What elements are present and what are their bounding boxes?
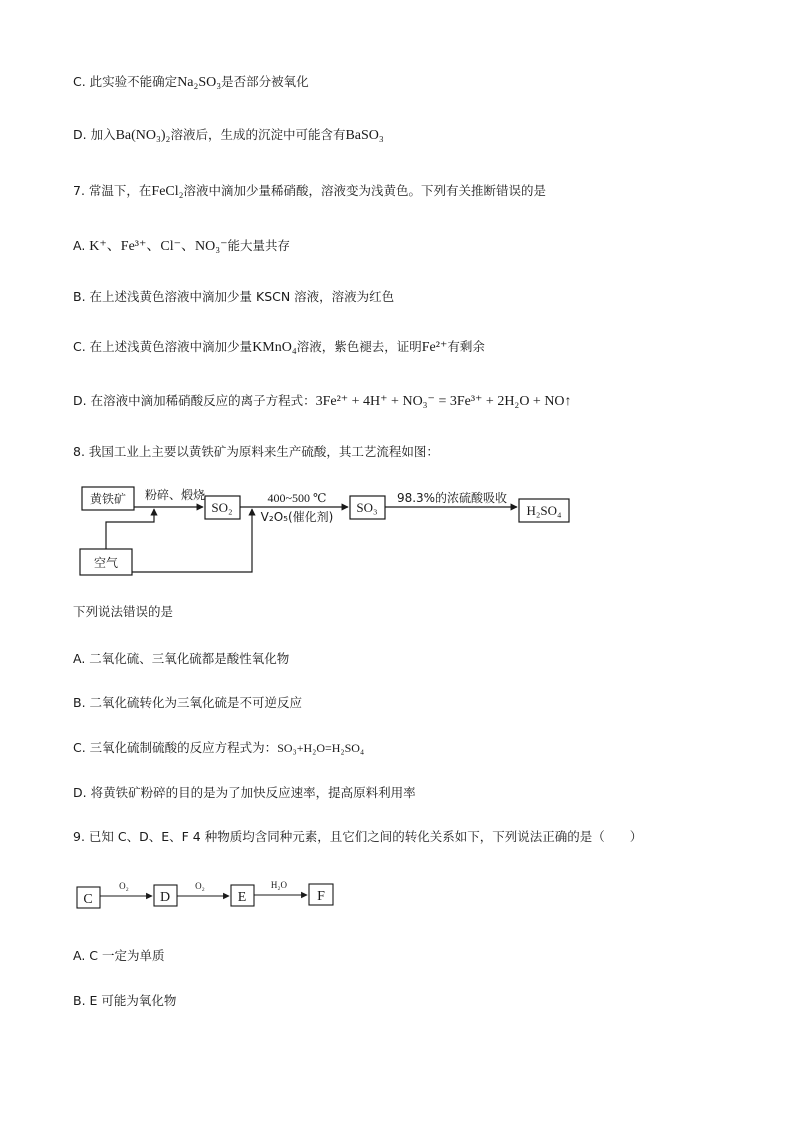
q8-option-b: B. 二氧化硫转化为三氧化硫是不可逆反应: [73, 695, 303, 710]
formula-fecl2: FeCl₂: [151, 184, 184, 199]
label-h2so4: H₂SO₄: [526, 503, 562, 518]
q7-option-c: C. 在上述浅黄色溶液中滴加少量KMnO₄溶液，紫色褪去，证明Fe²⁺有剩余: [73, 339, 485, 355]
label-f: F: [317, 889, 325, 904]
label-so3: SO₃: [356, 500, 378, 515]
label-c: C: [83, 892, 93, 907]
label-pyrite: 黄铁矿: [89, 492, 127, 506]
label-cond-bottom: V₂O₅(催化剂): [260, 510, 334, 524]
q9-option-b: B. E 可能为氧化物: [73, 993, 177, 1008]
label-o2-first: O₂: [119, 881, 129, 891]
q6-option-c: C. 此实验不能确定Na₂SO₃是否部分被氧化: [73, 74, 309, 90]
label-d: D: [159, 890, 171, 905]
formula-ba-no3-2: Ba(NO₃)₂: [115, 128, 171, 143]
reaction-equation: SO₃+H₂O=H₂SO₄: [277, 741, 365, 755]
q8-stem: 8. 我国工业上主要以黄铁矿为原料来生产硫酸，其工艺流程如图：: [73, 444, 439, 459]
q9-stem: 9. 已知 C、D、E、F 4 种物质均含同种元素，且它们之间的转化关系如下，下列说法正确的是（ ）: [73, 829, 643, 844]
q8-option-a: A. 二氧化硫、三氧化硫都是酸性氧化物: [73, 651, 290, 666]
label-air: 空气: [93, 556, 119, 570]
q6-option-d: D. 加入Ba(NO₃)₂溶液后，生成的沉淀中可能含有BaSO₃: [73, 127, 384, 143]
label-absorb: 98.3%的浓硫酸吸收: [396, 491, 508, 505]
label-o2-second: O₂: [195, 881, 205, 891]
ion-list: K⁺、Fe³⁺、Cl⁻、NO₃⁻: [89, 239, 228, 254]
q8-option-d: D. 将黄铁矿粉碎的目的是为了加快反应速率，提高原料利用率: [73, 785, 416, 800]
label-so2: SO₂: [211, 500, 233, 515]
ionic-equation: 3Fe²⁺ + 4H⁺ + NO₃⁻ = 3Fe³⁺ + 2H₂O + NO↑: [315, 394, 572, 409]
q8-sub-stem: 下列说法错误的是: [73, 604, 174, 619]
formula-kmno4: KMnO₄: [252, 340, 297, 355]
label-cond-top: 400~500 ℃: [267, 491, 327, 505]
q7-option-d: D. 在溶液中滴加稀硝酸反应的离子方程式：3Fe²⁺ + 4H⁺ + NO₃⁻ = 3Fe³⁺ + 2H₂O + NO↑: [73, 393, 572, 409]
q7-option-a: A. K⁺、Fe³⁺、Cl⁻、NO₃⁻能大量共存: [73, 238, 290, 254]
label-h2o: H₂O: [270, 880, 288, 890]
label-step1: 粉碎、煅烧: [145, 488, 206, 502]
label-e: E: [237, 890, 247, 905]
q9-option-a: A. C 一定为单质: [73, 948, 165, 963]
q8-option-c: C. 三氧化硫制硫酸的反应方程式为：SO₃+H₂O=H₂SO₄: [73, 740, 365, 755]
q7-stem: 7. 常温下，在FeCl₂溶液中滴加少量稀硝酸，溶液变为浅黄色。下列有关推断错误的是: [73, 183, 547, 199]
formula-baso3: BaSO₃: [345, 128, 384, 143]
formula-na2so3: Na₂SO₃: [177, 75, 222, 90]
ion-fe2: Fe²⁺: [421, 340, 448, 355]
q7-option-b: B. 在上述浅黄色溶液中滴加少量 KSCN 溶液，溶液为红色: [73, 289, 395, 304]
